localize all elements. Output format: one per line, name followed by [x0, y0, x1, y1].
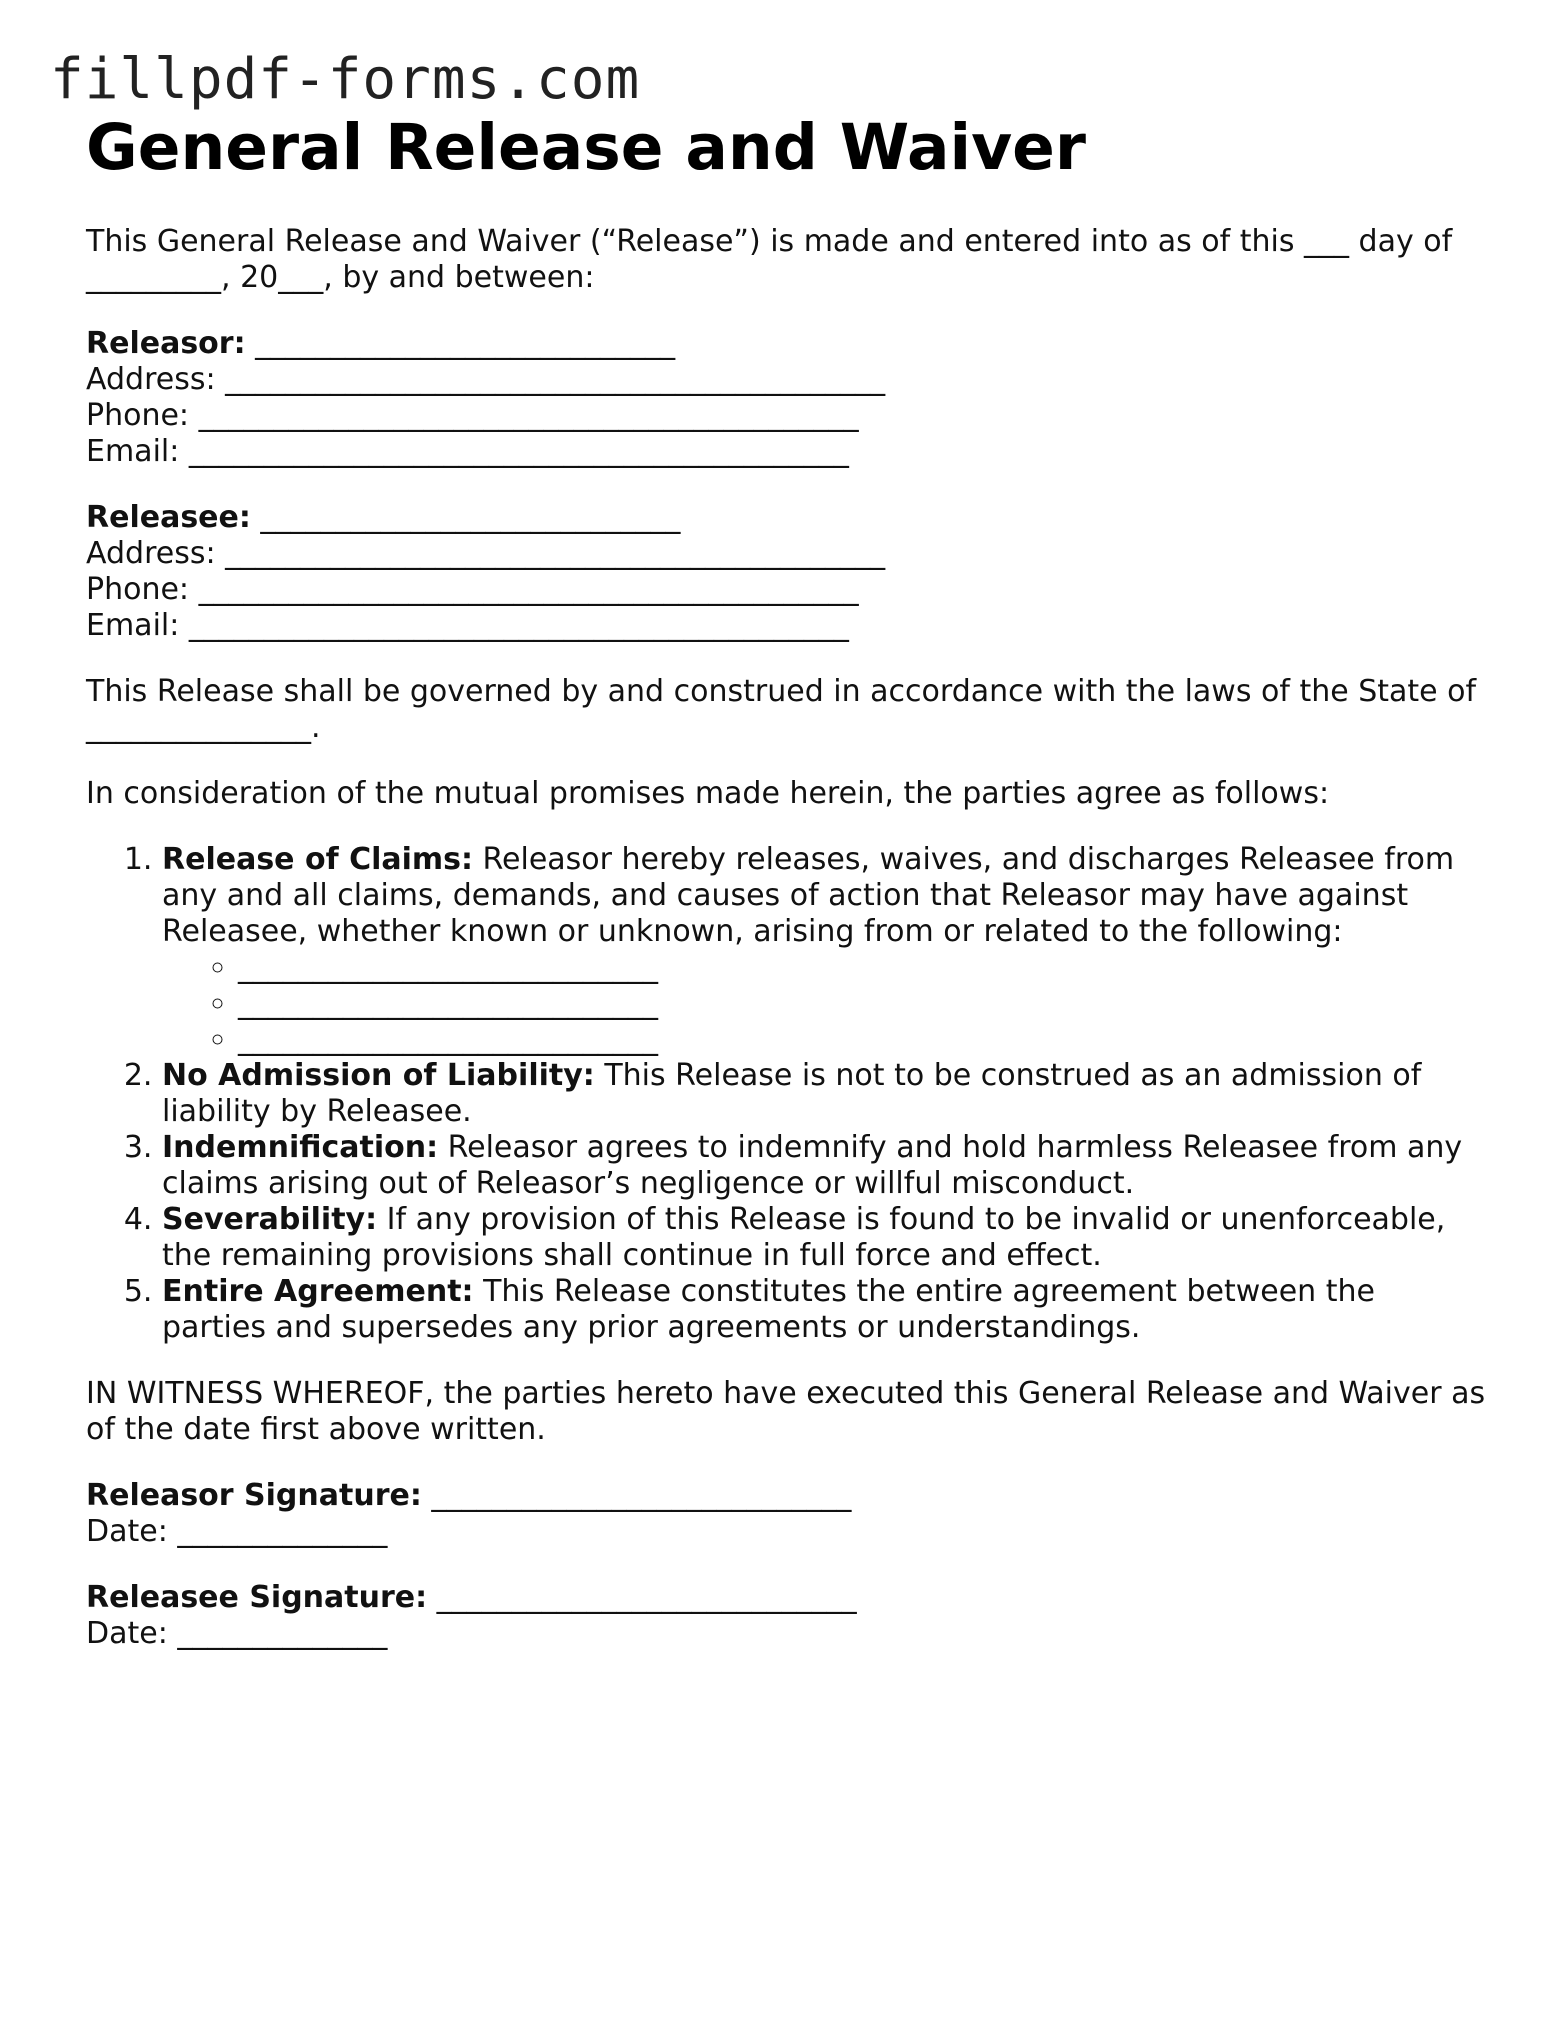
term-indemnification [162, 1130, 1486, 1202]
witness-paragraph: IN WITNESS WHEREOF, the parties hereto have executed this General Release and Waiver as of the date first above written. [86, 1376, 1486, 1447]
releasee-signature-blank[interactable]: ____________________________ [436, 1580, 857, 1615]
releasee-phone-label: Phone: [86, 572, 190, 607]
releasee-signature-block [86, 1580, 1486, 1652]
releasee-phone-line [86, 572, 1486, 608]
releasor-phone-line [86, 398, 1486, 434]
releasee-date-blank[interactable]: ______________ [177, 1616, 388, 1651]
term-no-admission [162, 1058, 1486, 1130]
releasor-signature-label: Releasor Signature: [86, 1478, 422, 1513]
releasor-address-line [86, 362, 1486, 398]
releasee-block [86, 500, 1486, 644]
releasee-phone-blank[interactable]: ____________________________________________ [198, 572, 859, 607]
releasee-address-label: Address: [86, 536, 216, 571]
releasor-phone-label: Phone: [86, 398, 190, 433]
claims-blank-item[interactable]: ◦ ____________________________ [238, 950, 1486, 986]
releasor-address-label: Address: [86, 362, 216, 397]
releasee-date-label: Date: [86, 1616, 168, 1651]
consideration-paragraph: In consideration of the mutual promises made herein, the parties agree as follows: [86, 776, 1330, 811]
intro-paragraph [86, 224, 1486, 296]
term-heading: Severability: [162, 1202, 378, 1237]
document-title: General Release and Waiver [86, 111, 1086, 184]
intro-line-2: _________, 20___, by and between: [86, 260, 595, 295]
terms-list [86, 842, 1486, 1346]
term-heading: Release of Claims: [162, 842, 474, 877]
term-heading: Entire Agreement: [162, 1274, 474, 1309]
releasee-signature-line [86, 1580, 1486, 1616]
releasee-email-blank[interactable]: ____________________________________________ [188, 608, 849, 643]
releasor-email-line [86, 434, 1486, 470]
releasor-date-line [86, 1514, 1486, 1550]
term-text: Releasor agrees to indemnify and hold harmless Releasee from any claims arising out of Releasor’s negligence or willful misconduct. [162, 1130, 1463, 1201]
term-severability [162, 1202, 1486, 1274]
term-text: Releasor hereby releases, waives, and discharges Releasee from any and all claims, demands, and causes of action that Releasor may have against Releasee, whether known or unknown, arising from or related to the following: [162, 842, 1455, 949]
claims-blank-item[interactable]: ◦ ____________________________ [238, 986, 1486, 1022]
releasor-name-line [86, 326, 1486, 362]
releasee-email-line [86, 608, 1486, 644]
releasee-label: Releasee: [86, 500, 251, 535]
releasor-email-blank[interactable]: ____________________________________________ [188, 434, 849, 469]
releasee-name-blank[interactable]: ____________________________ [260, 500, 681, 535]
term-text: This Release constitutes the entire agreement between the parties and supersedes any prior agreements or understandings. [162, 1274, 1375, 1345]
releasee-address-blank[interactable]: ____________________________________________ [225, 536, 886, 571]
intro-line-1: This General Release and Waiver (“Release”) is made and entered into as of this ___ day of [86, 224, 1453, 259]
releasor-date-blank[interactable]: ______________ [177, 1514, 388, 1549]
claims-blank-item[interactable]: ◦ ____________________________ [238, 1022, 1486, 1058]
document-page [86, 108, 1486, 1682]
releasor-signature-block [86, 1478, 1486, 1550]
term-entire-agreement [162, 1274, 1486, 1346]
releasee-date-line [86, 1616, 1486, 1652]
releasor-signature-line [86, 1478, 1486, 1514]
releasor-phone-blank[interactable]: ____________________________________________ [198, 398, 859, 433]
releasee-email-label: Email: [86, 608, 180, 643]
term-text: This Release is not to be construed as an admission of liability by Releasee. [162, 1058, 1422, 1129]
releasor-block [86, 326, 1486, 470]
releasor-label: Releasor: [86, 326, 246, 361]
releasor-email-label: Email: [86, 434, 180, 469]
releasor-address-blank[interactable]: ____________________________________________ [225, 362, 886, 397]
releasee-name-line [86, 500, 1486, 536]
releasor-date-label: Date: [86, 1514, 168, 1549]
term-text: If any provision of this Release is found to be invalid or unenforceable, the remaining provisions shall continue in full force and effect. [162, 1202, 1446, 1273]
claims-blank-list [162, 950, 1486, 1058]
releasor-signature-blank[interactable]: ____________________________ [431, 1478, 852, 1513]
releasee-address-line [86, 536, 1486, 572]
term-heading: Indemnification: [162, 1130, 439, 1165]
term-release-of-claims [162, 842, 1486, 1058]
governing-law-paragraph: This Release shall be governed by and construed in accordance with the laws of the State of _______________. [86, 674, 1477, 745]
releasee-signature-label: Releasee Signature: [86, 1580, 428, 1615]
releasor-name-blank[interactable]: ____________________________ [255, 326, 676, 361]
term-heading: No Admission of Liability: [162, 1058, 595, 1093]
site-watermark: fillpdf-forms.com [50, 47, 641, 112]
